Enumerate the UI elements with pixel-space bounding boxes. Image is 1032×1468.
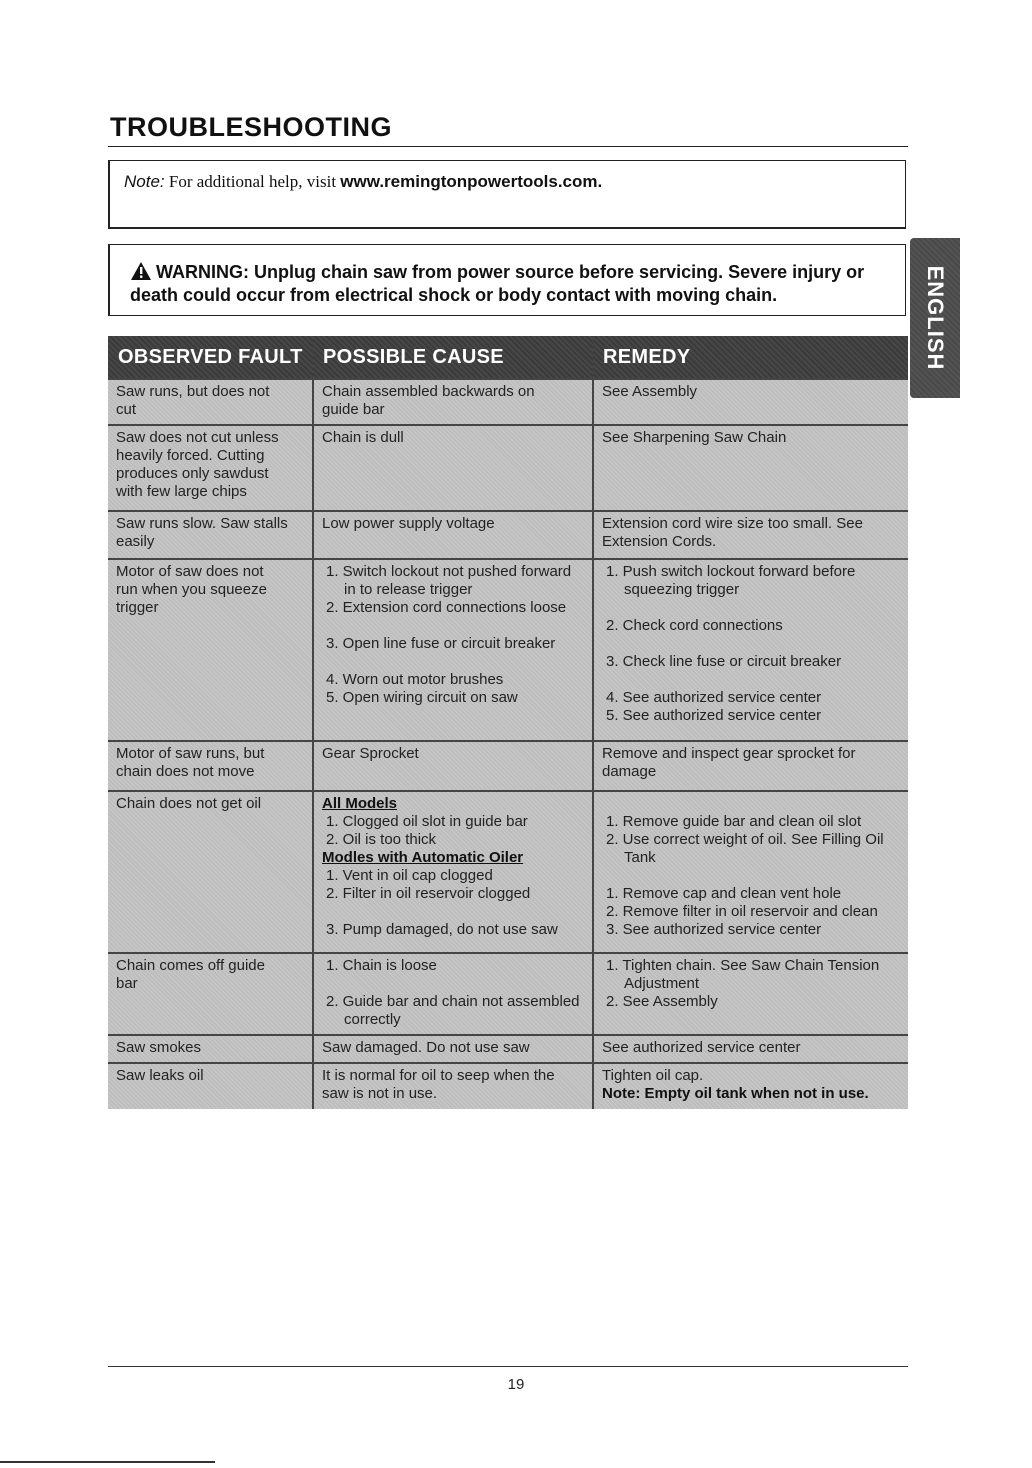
remedy-line: damage: [602, 763, 657, 780]
warning-triangle-icon: [130, 261, 152, 281]
remedy-note: Note: Empty oil tank when not in use.: [602, 1085, 869, 1102]
remedy-line: See authorized service center: [602, 1039, 801, 1056]
fault-cell: [108, 511, 313, 559]
cause-cell: [313, 425, 593, 511]
remedy-item: 4. See authorized service center: [606, 689, 822, 706]
cause-line: saw is not in use.: [322, 1085, 438, 1102]
remedy-item: 1. Tighten chain. See Saw Chain Tension Adjustment: [606, 957, 880, 992]
header-remedy: REMEDY: [593, 336, 908, 379]
fault-line: Chain comes off guide: [116, 957, 265, 974]
header-possible-cause: POSSIBLE CAUSE: [313, 336, 593, 379]
remedy-item: 3. See authorized service center: [606, 921, 822, 938]
cause-line: Saw damaged. Do not use saw: [322, 1039, 530, 1056]
table-row: [108, 379, 908, 425]
fault-line: run when you squeeze: [116, 581, 267, 598]
fault-line: Saw leaks oil: [116, 1067, 204, 1084]
footer-divider: [108, 1366, 908, 1367]
cause-item: 1. Vent in oil cap clogged: [326, 867, 493, 884]
cause-item: 3. Pump damaged, do not use saw: [326, 921, 558, 938]
fault-cell: [108, 791, 313, 953]
cause-cell: [313, 953, 593, 1035]
fault-line: chain does not move: [116, 763, 255, 780]
title-divider: [108, 146, 908, 147]
remedy-item: 5. See authorized service center: [606, 707, 822, 724]
table-header-row: [108, 336, 908, 379]
table-row: [108, 1035, 908, 1063]
spacer: [322, 617, 586, 635]
header-observed-fault: OBSERVED FAULT: [108, 336, 313, 379]
scan-edge-line: [0, 1461, 215, 1463]
language-tab: [910, 238, 960, 398]
remedy-cell: [593, 379, 908, 425]
fault-cell: [108, 425, 313, 511]
cause-line: guide bar: [322, 401, 385, 418]
fault-cell: [108, 559, 313, 741]
cause-cell: [313, 559, 593, 741]
remedy-cell: [593, 791, 908, 953]
cause-item: 1. Clogged oil slot in guide bar: [326, 813, 528, 830]
cause-item: 4. Worn out motor brushes: [326, 671, 504, 688]
cause-item: 2. Filter in oil reservoir clogged: [326, 885, 531, 902]
fault-line: Saw runs, but does not: [116, 383, 270, 400]
fault-line: produces only sawdust: [116, 465, 269, 482]
fault-line: Saw does not cut unless: [116, 429, 279, 446]
remedy-line: Remove and inspect gear sprocket for: [602, 745, 856, 762]
fault-cell: [108, 741, 313, 791]
page-title: TROUBLESHOOTING: [110, 112, 392, 142]
spacer: [602, 635, 902, 653]
remedy-item: 1. Push switch lockout forward before squeezing trigger: [606, 563, 856, 598]
remedy-line: See Assembly: [602, 383, 698, 400]
spacer: [322, 903, 586, 921]
website-link[interactable]: www.remingtonpowertools.com.: [340, 172, 603, 191]
cause-item: 1. Chain is loose: [326, 957, 437, 974]
page-number: 19: [507, 1376, 525, 1393]
table-row: [108, 1063, 908, 1109]
fault-cell: [108, 1063, 313, 1109]
cause-item: 1. Switch lockout not pushed forward in to release trigger: [326, 563, 572, 598]
remedy-item: 2. Remove filter in oil reservoir and clean: [606, 903, 878, 920]
remedy-cell: [593, 425, 908, 511]
fault-line: bar: [116, 975, 138, 992]
note-label: Note:: [124, 172, 165, 191]
table-row: [108, 791, 908, 953]
cause-subheading: All Models: [322, 795, 398, 812]
remedy-cell: [593, 1063, 908, 1109]
table-row: [108, 741, 908, 791]
warning-box: [108, 244, 906, 316]
cause-line: It is normal for oil to seep when the: [322, 1067, 555, 1084]
fault-line: heavily forced. Cutting: [116, 447, 265, 464]
cause-line: Chain assembled backwards on: [322, 383, 535, 400]
table-row: [108, 559, 908, 741]
note-line: [124, 172, 602, 192]
cause-cell: [313, 1035, 593, 1063]
table-row: [108, 953, 908, 1035]
remedy-item: 2. See Assembly: [606, 993, 718, 1010]
cause-cell: [313, 741, 593, 791]
cause-item: 2. Oil is too thick: [326, 831, 437, 848]
troubleshooting-table: [108, 336, 908, 1109]
cause-line: Chain is dull: [322, 429, 404, 446]
cause-item: 2. Extension cord connections loose: [326, 599, 567, 616]
remedy-line: Tighten oil cap.: [602, 1067, 704, 1084]
remedy-item: 1. Remove guide bar and clean oil slot: [606, 813, 862, 830]
fault-line: easily: [116, 533, 155, 550]
fault-line: Chain does not get oil: [116, 795, 262, 812]
fault-line: trigger: [116, 599, 159, 616]
remedy-item: 2. Use correct weight of oil. See Filling Oil Tank: [606, 831, 884, 866]
fault-line: Saw runs slow. Saw stalls: [116, 515, 288, 532]
fault-cell: [108, 953, 313, 1035]
fault-line: with few large chips: [116, 483, 247, 500]
table-row: [108, 511, 908, 559]
note-text: For additional help, visit: [164, 172, 341, 191]
cause-item: 3. Open line fuse or circuit breaker: [326, 635, 556, 652]
remedy-cell: [593, 953, 908, 1035]
cause-cell: [313, 511, 593, 559]
fault-cell: [108, 1035, 313, 1063]
remedy-cell: [593, 741, 908, 791]
spacer: [322, 975, 586, 993]
spacer: [602, 795, 902, 813]
cause-line: Gear Sprocket: [322, 745, 419, 762]
spacer: [322, 653, 586, 671]
cause-line: Low power supply voltage: [322, 515, 495, 532]
warning-line-1: [130, 261, 864, 283]
remedy-line: See Sharpening Saw Chain: [602, 429, 787, 446]
table-row: [108, 425, 908, 511]
language-tab-label: ENGLISH: [923, 265, 948, 371]
cause-cell: [313, 791, 593, 953]
remedy-item: 1. Remove cap and clean vent hole: [606, 885, 842, 902]
remedy-item: 2. Check cord connections: [606, 617, 783, 634]
fault-cell: [108, 379, 313, 425]
remedy-cell: [593, 559, 908, 741]
remedy-item: 3. Check line fuse or circuit breaker: [606, 653, 842, 670]
cause-cell: [313, 379, 593, 425]
cause-item: 5. Open wiring circuit on saw: [326, 689, 518, 706]
warning-line-2: death could occur from electrical shock or body contact with moving chain.: [130, 285, 778, 305]
fault-line: Motor of saw does not: [116, 563, 264, 580]
cause-item: 2. Guide bar and chain not assembled correctly: [326, 993, 580, 1028]
warning-text-1: WARNING: Unplug chain saw from power source before servicing. Severe injury or: [156, 262, 865, 282]
remedy-cell: [593, 511, 908, 559]
fault-line: Motor of saw runs, but: [116, 745, 265, 762]
remedy-line: Extension Cords.: [602, 533, 717, 550]
spacer: [602, 867, 902, 885]
note-box: [108, 160, 906, 229]
remedy-line: Extension cord wire size too small. See: [602, 515, 863, 532]
cause-subheading: Modles with Automatic Oiler: [322, 849, 524, 866]
spacer: [602, 671, 902, 689]
fault-line: Saw smokes: [116, 1039, 202, 1056]
fault-line: cut: [116, 401, 137, 418]
spacer: [602, 599, 902, 617]
remedy-cell: [593, 1035, 908, 1063]
cause-cell: [313, 1063, 593, 1109]
